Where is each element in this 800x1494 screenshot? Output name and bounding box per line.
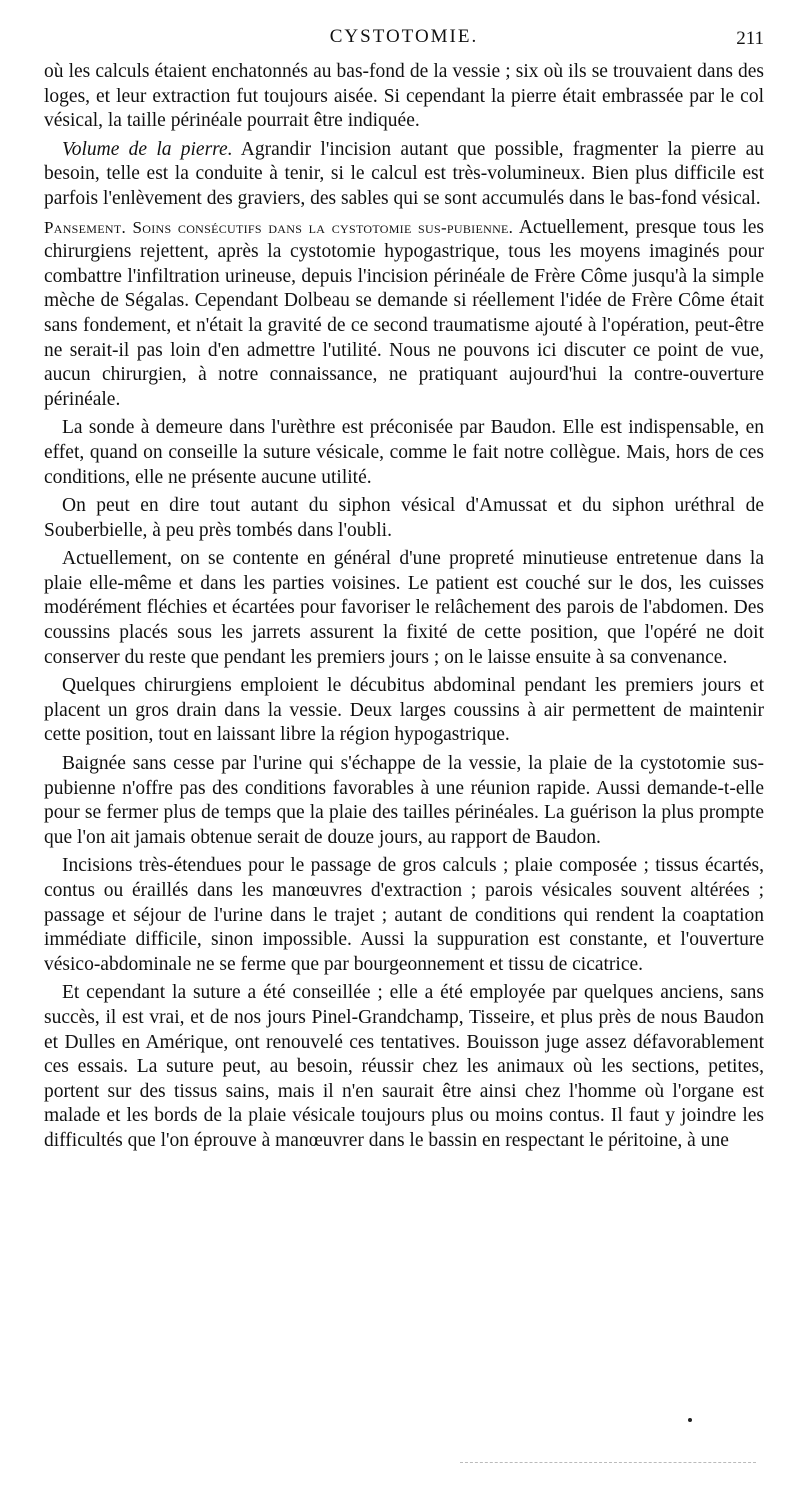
page (44, 26, 764, 1158)
paragraph (44, 547, 764, 670)
body-text (44, 60, 764, 1154)
paragraph-text: On peut en dire tout autant du siphon vésical d'Amussat et du siphon uréthral de Souberbielle, à peu près tombés dans l'oubli. (44, 495, 764, 541)
paragraph (44, 138, 764, 212)
paragraph-text: Incisions très-étendues pour le passage de gros calculs ; plaie composée ; tissus écartés, contus ou éraillés dans les manœuvres d'extraction ; parois vésicales souvent altérées ; passage et séjour de l'urine dans le trajet ; autant de conditions qui rendent la coaptation immédiate difficile, sinon impossible. Aussi la suppuration est constante, et l'ouverture vésico-abdominale ne se ferme que par bourgeonnement et tissu de cicatrice. (44, 855, 764, 975)
paragraph (44, 674, 764, 748)
paragraph-text: Agrandir l'incision autant que possible, fragmenter la pierre au besoin, telle est la conduite à tenir, si le calcul est très-volumineux. Bien plus difficile est parfois l'enlèvement des graviers, des sables qui se sont accumulés dans le bas-fond vésical. (44, 138, 764, 209)
paragraph (44, 60, 764, 134)
page-number: 211 (736, 28, 764, 49)
paragraph (44, 752, 764, 850)
paragraph (44, 854, 764, 977)
section-heading: Pansement. Soins consécutifs dans la cystotomie sus-pubienne. (44, 217, 514, 237)
paragraph-text: La sonde à demeure dans l'urèthre est préconisée par Baudon. Elle est indispensable, en effet, quand on conseille la suture vésicale, comme le fait notre collègue. Mais, hors de ces conditions, elle ne présente aucune utilité. (44, 417, 764, 488)
stray-ink-dot (688, 1418, 692, 1422)
paragraph (44, 416, 764, 490)
paragraph-text: Quelques chirurgiens emploient le décubitus abdominal pendant les premiers jours et placent un gros drain dans la vessie. Deux larges coussins à air permettent de maintenir cette position, tout en laissant libre la région hypogastrique. (44, 675, 764, 746)
paragraph-text: Et cependant la suture a été conseillée ; elle a été employée par quelques anciens, sans succès, il est vrai, et de nos jours Pinel-Grandchamp, Tisseire, et plus près de nous Baudon et Dulles en Amérique, ont renouvelé ces tentatives. Bouisson juge assez défavorablement ces essais. La suture peut, au besoin, réussir chez les animaux où les sections, petites, portent sur des tissus sains, mais il n'en saurait être ainsi chez l'homme où l'organe est malade et les bords de la plaie vésicale toujours plus ou moins contus. Il faut y joindre les difficultés que l'on éprouve à manœuvrer dans le bassin en respectant le péritoine, à une (44, 982, 764, 1151)
paragraph-text: Actuellement, on se contente en général d'une propreté minutieuse entretenue dans la plaie elle-même et dans les parties voisines. Le patient est couché sur le dos, les cuisses modérément fléchies et écartées pour favoriser le relâchement des parois de l'abdomen. Des coussins placés sous les jarrets assurent la fixité de cette position, que l'opéré ne doit conserver du reste que pendant les premiers jours ; on le laisse ensuite à sa convenance. (44, 548, 764, 668)
paragraph (44, 216, 764, 413)
paragraph (44, 981, 764, 1153)
running-head (44, 26, 764, 60)
faint-footer-line (460, 1462, 756, 1463)
paragraph-text: Actuellement, presque tous les chirurgiens rejettent, après la cystotomie hypogastrique, tous les moyens imaginés pour combattre l'infiltration urineuse, depuis l'incision périnéale de Frère Côme jusqu'à la simple mèche de Ségalas. Cependant Dolbeau se demande si réellement l'idée de Frère Côme était sans fondement, et n'était la gravité de ce second traumatisme ajouté à l'opération, peut-être ne serait-il pas loin d'en admettre l'utilité. Nous ne pouvons ici discuter ce point de vue, aucun chirurgien, à notre connaissance, ne pratiquant aujourd'hui la contre-ouverture périnéale. (44, 216, 764, 410)
paragraph (44, 494, 764, 543)
running-title: CYSTOTOMIE. (329, 26, 479, 47)
paragraph-text: où les calculs étaient enchatonnés au bas-fond de la vessie ; six où ils se trouvaient dans des loges, et leur extraction fut toujours aisée. Si cependant la pierre était embrassée par le col vésical, la taille périnéale pourrait être indiquée. (44, 61, 764, 132)
paragraph-text: Baignée sans cesse par l'urine qui s'échappe de la vessie, la plaie de la cystotomie sus-pubienne n'offre pas des conditions favorables à une réunion rapide. Aussi demande-t-elle pour se fermer plus de temps que la plaie des tailles périnéales. La guérison la plus prompte que l'on ait jamais obtenue serait de douze jours, au rapport de Baudon. (44, 753, 764, 848)
italic-heading: Volume de la pierre. (62, 138, 233, 160)
